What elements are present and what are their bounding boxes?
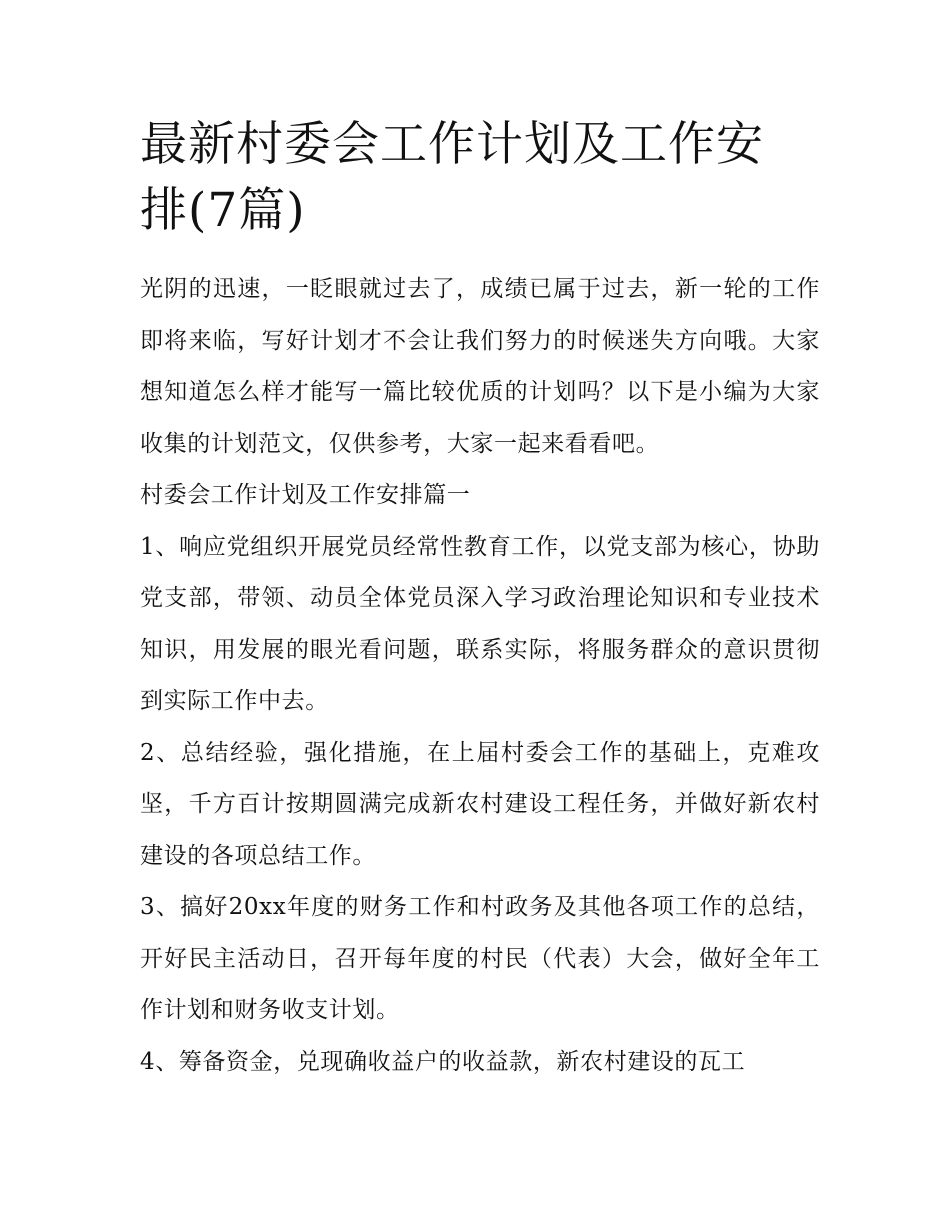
list-item: 4、筹备资金，兑现确收益户的收益款，新农村建设的瓦工	[140, 1048, 746, 1075]
list-item: 3、搞好20xx年度的财务工作和村政务及其他各项工作的总结，开好民主活动日，召开每年度的村民（代表）大会，做好全年工作计划和财务收支计划。	[140, 894, 820, 1023]
document-page	[140, 112, 820, 1088]
section-heading: 村委会工作计划及工作安排篇一	[140, 482, 471, 508]
intro-paragraph: 光阴的迅速，一眨眼就过去了，成绩已属于过去，新一轮的工作即将来临，写好计划才不会让我们努力的时候迷失方向哦。大家想知道怎么样才能写一篇比较优质的计划吗？以下是小编为大家收集的计划范文，仅供参考，大家一起来看看吧。	[140, 276, 820, 457]
list-item: 2、总结经验，强化措施，在上届村委会工作的基础上，克难攻坚，千方百计按期圆满完成新农村建设工程任务，并做好新农村建设的各项总结工作。	[140, 739, 820, 869]
document-title: 最新村委会工作计划及工作安排(7篇)	[140, 117, 764, 238]
list-item: 1、响应党组织开展党员经常性教育工作，以党支部为核心，协助党支部，带领、动员全体党员深入学习政治理论知识和专业技术知识，用发展的眼光看问题，联系实际，将服务群众的意识贯彻到实际工作中去。	[140, 533, 820, 714]
